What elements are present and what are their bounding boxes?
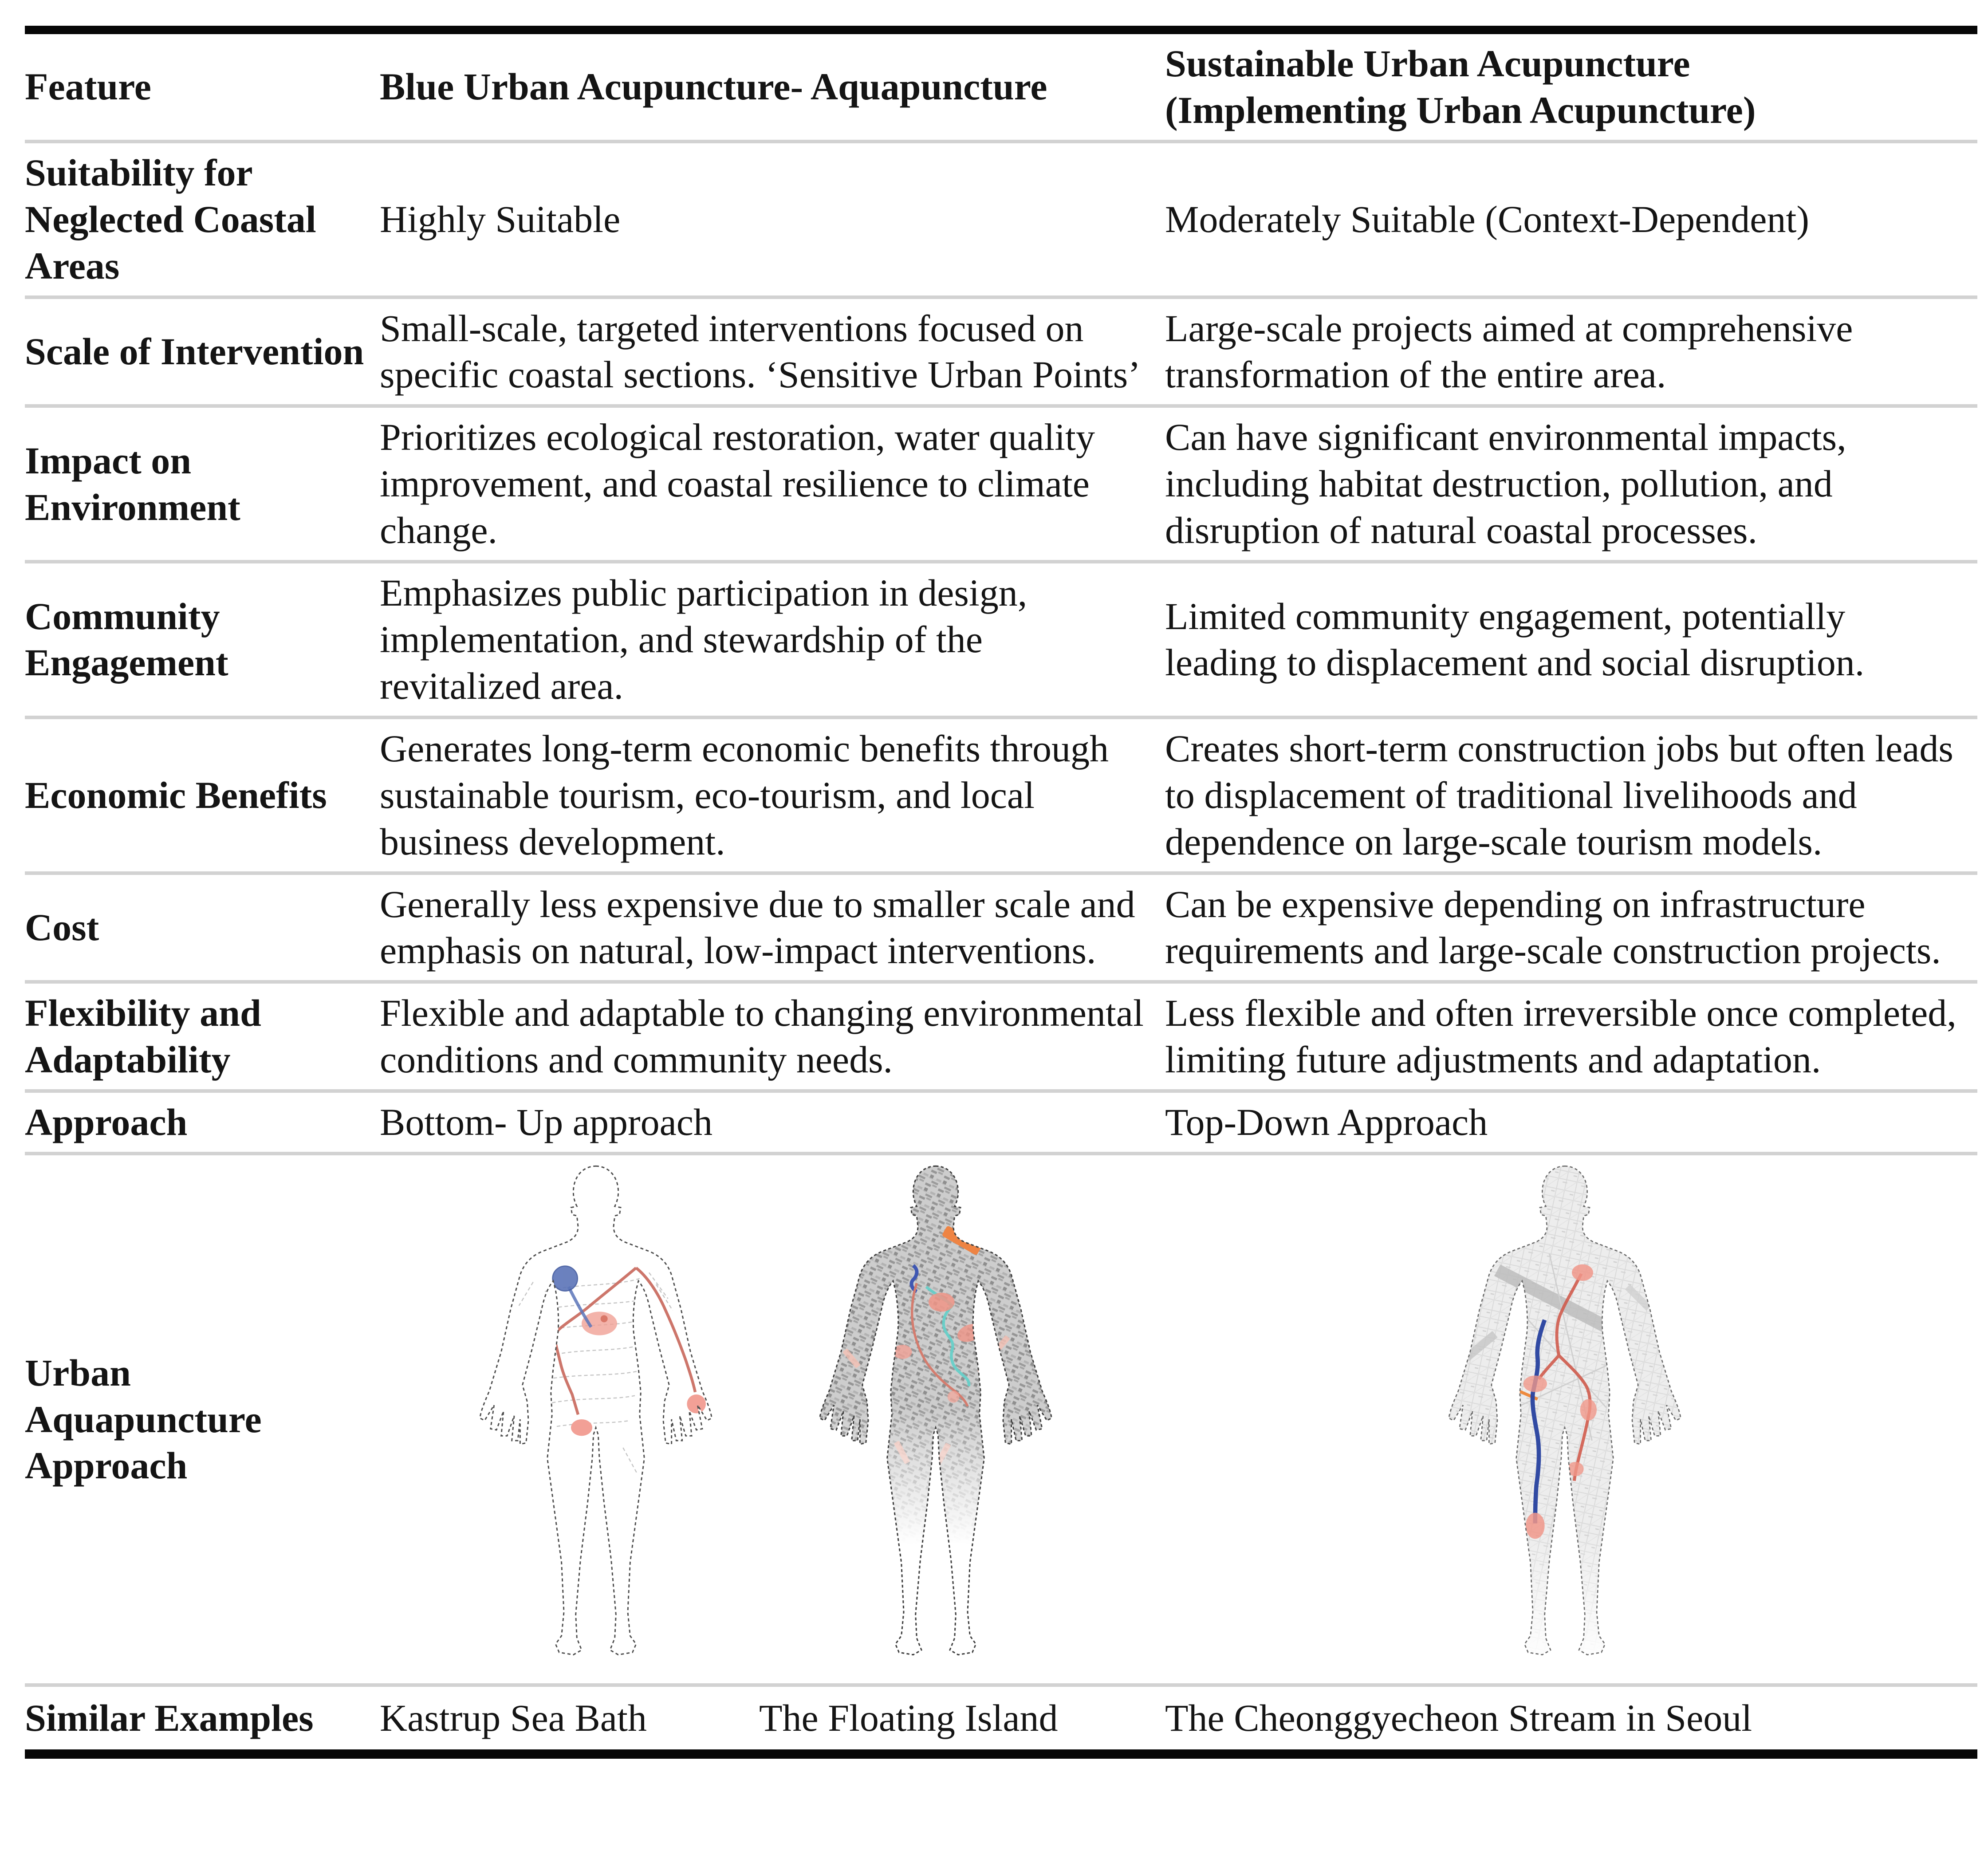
aquapuncture-cell: [380, 406, 1165, 562]
feature-line: Urban: [25, 1351, 131, 1394]
example-floating-island: The Floating Island: [759, 1697, 1058, 1740]
sustainable-cell: [1165, 297, 1977, 406]
lower-body-fade: [1441, 1159, 1689, 1679]
hand-acupoint: [687, 1394, 706, 1414]
feature-cell: [25, 142, 380, 297]
acupuncture-marks: [1441, 1159, 1689, 1679]
feature-line: Scale of Intervention: [25, 330, 364, 373]
header-sustainable-cell: [1165, 34, 1977, 142]
example-kastrup: Kastrup Sea Bath: [380, 1697, 647, 1740]
header-feature-cell: [25, 34, 380, 142]
body-map-figure-outline: [472, 1158, 720, 1681]
row-cost: [25, 873, 1977, 982]
waist-acupoint: [582, 1311, 617, 1335]
feature-line: Neglected Coastal: [25, 197, 316, 240]
thigh-acupoint: [571, 1419, 592, 1436]
feature-cell: [25, 1154, 380, 1685]
feature-line: Approach: [25, 1444, 188, 1487]
table-top-border-bar: [25, 26, 1977, 34]
feature-line: Impact on: [25, 439, 192, 482]
sustainable-cell: [1165, 873, 1977, 982]
cell-text: Limited community engagement, potentially leading to displacement and social disruption.: [1165, 595, 1865, 684]
feature-cell: [25, 717, 380, 873]
feature-line: Approach: [25, 1101, 188, 1144]
table-bottom-border-bar: [25, 1749, 1977, 1759]
sustainable-cell: [1165, 406, 1977, 562]
row-impact: [25, 406, 1977, 562]
cell-text: Generally less expensive due to smaller scale and emphasis on natural, low-impact interventions.: [380, 882, 1135, 972]
cell-text: Prioritizes ecological restoration, water quality improvement, and coastal resilience to climate change.: [380, 416, 1095, 552]
cell-text: Flexible and adaptable to changing environmental conditions and community needs.: [380, 992, 1144, 1081]
feature-cell: [25, 297, 380, 406]
body-map-figure-dense: [811, 1158, 1060, 1681]
feature-cell: [25, 562, 380, 717]
row-community: [25, 562, 1977, 717]
feature-line: Flexibility and: [25, 992, 261, 1035]
row-similar-examples: [25, 1685, 1977, 1749]
cell-text: Less flexible and often irreversible once completed, limiting future adjustments and adaptation.: [1165, 992, 1957, 1081]
lower-body-fade: [811, 1159, 1060, 1679]
acupuncture-marks: [811, 1159, 1060, 1679]
aquapuncture-cell: [380, 142, 1165, 297]
sustainable-cell: [1165, 1091, 1977, 1154]
feature-line: Economic Benefits: [25, 773, 327, 816]
blue-chest-node: [552, 1266, 577, 1291]
header-feature-label: Feature: [25, 65, 151, 108]
header-sustainable-line2: (Implementing Urban Acupuncture): [1165, 88, 1756, 131]
aquapuncture-cell: [380, 717, 1165, 873]
body-map-figure-stream: [1441, 1158, 1689, 1681]
sustainable-cell: [1165, 142, 1977, 297]
feature-line: Aquapuncture: [25, 1398, 262, 1441]
cell-text: Emphasizes public participation in design, implementation, and stewardship of the revitalized area.: [380, 571, 1027, 707]
cell-text: Large-scale projects aimed at comprehensive transformation of the entire area.: [1165, 307, 1853, 396]
feature-line: Similar Examples: [25, 1697, 314, 1740]
feature-cell: [25, 1685, 380, 1749]
feature-cell: [25, 982, 380, 1091]
feature-line: Cost: [25, 906, 99, 949]
sustainable-figure-cell: [1165, 1154, 1977, 1685]
row-approach: [25, 1091, 1977, 1154]
row-scale: [25, 297, 1977, 406]
feature-line: Areas: [25, 244, 120, 287]
sustainable-cell: [1165, 982, 1977, 1091]
row-urban-aquapuncture-figures: [25, 1154, 1977, 1685]
feature-cell: [25, 1091, 380, 1154]
sustainable-cell: [1165, 717, 1977, 873]
cell-text: Highly Suitable: [380, 197, 621, 240]
cell-text: Creates short-term construction jobs but often leads to displacement of traditional livelihoods and dependence on large-scale tourism models.: [1165, 727, 1953, 863]
aquapuncture-cell: [380, 562, 1165, 717]
aquapuncture-cell: [380, 297, 1165, 406]
body-silhouette: [480, 1166, 712, 1654]
aquapuncture-figures-cell: [380, 1154, 1165, 1685]
row-economic: [25, 717, 1977, 873]
aquapuncture-cell: [380, 982, 1165, 1091]
feature-line: Suitability for: [25, 151, 253, 194]
cell-text: Small-scale, targeted interventions focused on specific coastal sections. ‘Sensitive Urban Points’: [380, 307, 1141, 396]
aquapuncture-cell: [380, 1091, 1165, 1154]
aquapuncture-cell: [380, 873, 1165, 982]
header-sustainable-line1: Sustainable Urban Acupuncture: [1165, 42, 1690, 85]
waist-acupoint-core: [600, 1315, 607, 1322]
feature-line: Engagement: [25, 641, 228, 684]
feature-cell: [25, 873, 380, 982]
cell-text: Top-Down Approach: [1165, 1101, 1488, 1144]
header-aquapuncture-label: Blue Urban Acupuncture- Aquapuncture: [380, 65, 1047, 108]
cell-text: Bottom- Up approach: [380, 1101, 713, 1144]
feature-line: Community: [25, 595, 220, 638]
header-aquapuncture-cell: [380, 34, 1165, 142]
row-suitability: [25, 142, 1977, 297]
feature-line: Environment: [25, 485, 240, 528]
cell-text: Generates long-term economic benefits through sustainable tourism, eco-tourism, and local business development.: [380, 727, 1109, 863]
cell-text: Can have significant environmental impacts, including habitat destruction, pollution, and disruption of natural coastal processes.: [1165, 416, 1846, 552]
comparison-table: [25, 34, 1977, 1749]
aquapuncture-examples-cell: [380, 1685, 1165, 1749]
sustainable-example-cell: [1165, 1685, 1977, 1749]
feature-line: Adaptability: [25, 1038, 231, 1081]
feature-cell: [25, 406, 380, 562]
cell-text: Moderately Suitable (Context-Dependent): [1165, 197, 1810, 240]
row-flexibility: [25, 982, 1977, 1091]
header-row: [25, 34, 1977, 142]
cell-text: Can be expensive depending on infrastructure requirements and large-scale construction projects.: [1165, 882, 1941, 972]
sustainable-cell: [1165, 562, 1977, 717]
example-cheonggyecheon: The Cheonggyecheon Stream in Seoul: [1165, 1697, 1752, 1740]
